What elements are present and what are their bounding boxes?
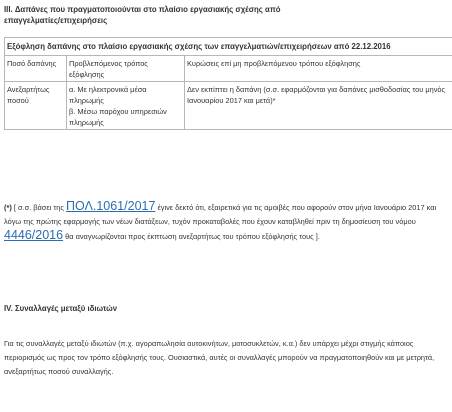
- spending-table: [4, 37, 452, 130]
- header-method: Προβλεπόμενος τρόπος εξόφλησης: [67, 56, 185, 82]
- method-b: β. Μέσω παρόχου υπηρεσιών πληρωμής: [69, 107, 167, 127]
- cell-sanction: Δεν εκπίπτει η δαπάνη (σ.σ. εφαρμόζονται για δαπάνες μισθοδοσίας του μηνός Ιανουαρίου 2017 και μετά)*: [185, 82, 452, 130]
- table-caption: Εξόφληση δαπάνης στο πλαίσιο εργασιακής σχέσης των επαγγελματιών/επιχειρήσεων από 22.12.2016: [5, 38, 452, 56]
- footnote: [4, 200, 450, 244]
- footnote-text-1: [ σ.σ. βάσει της: [11, 203, 66, 212]
- section-3-heading: [4, 4, 424, 26]
- footnote-marker: (*): [4, 203, 12, 212]
- law-4446-2016-link[interactable]: 4446/2016: [4, 228, 64, 242]
- table-header-row: [5, 56, 452, 82]
- pol-1061-2017-link[interactable]: ΠΟΛ.1061/2017: [65, 199, 156, 213]
- spending-table-wrapper: [4, 37, 452, 130]
- footnote-text-3: θα αναγνωρίζονται προς έκπτωση ανεξαρτήτως του τρόπου εξόφλησής τους ].: [63, 232, 320, 241]
- section-4-heading: IV. Συναλλαγές μεταξύ ιδιωτών: [4, 304, 118, 313]
- section-3-heading-line1: III. Δαπάνες που πραγματοποιούνται στο πλαίσιο εργασιακής σχέσης από: [4, 5, 281, 14]
- cell-amount: Ανεξαρτήτως ποσού: [5, 82, 67, 130]
- table-caption-row: [5, 38, 452, 56]
- table-row: [5, 82, 452, 130]
- footnote-text-2: έγινε δεκτό ότι, εξαιρετικά για τις αμοιβές που αφορούν στον μήνα Ιανουάριο 2017 και λόγω της πρώτης εφαρμογής των νέων διατάξεων, τυχόν προκαταβολές που έχουν καταβληθεί πριν τη δημοσίευση του νόμου: [4, 203, 437, 226]
- cell-method: [67, 82, 185, 130]
- header-sanctions: Κυρώσεις επί μη προβλεπόμενου τρόπου εξόφλησης: [185, 56, 452, 82]
- method-a: α. Με ηλεκτρονικά μέσα πληρωμής: [69, 85, 147, 105]
- header-amount: Ποσό δαπάνης: [5, 56, 67, 82]
- section-3-heading-line2: επαγγελματίες/επιχειρήσεις: [4, 16, 108, 25]
- section-4-paragraph: Για τις συναλλαγές μεταξύ ιδιωτών (π.χ. αγοραπωλησία αυτοκινήτων, μοτοσυκλετών, κ.α.) δεν υπάρχει μέχρι στιγμής κάποιος περιορισμός ως προς τον τρόπο εξόφλησής τους. Ουσιαστικά, αυτές οι συναλλαγές μπορούν να πραγματοποιηθούν και με μετρητά, ανεξαρτήτως ποσού συναλλαγής.: [4, 339, 435, 376]
